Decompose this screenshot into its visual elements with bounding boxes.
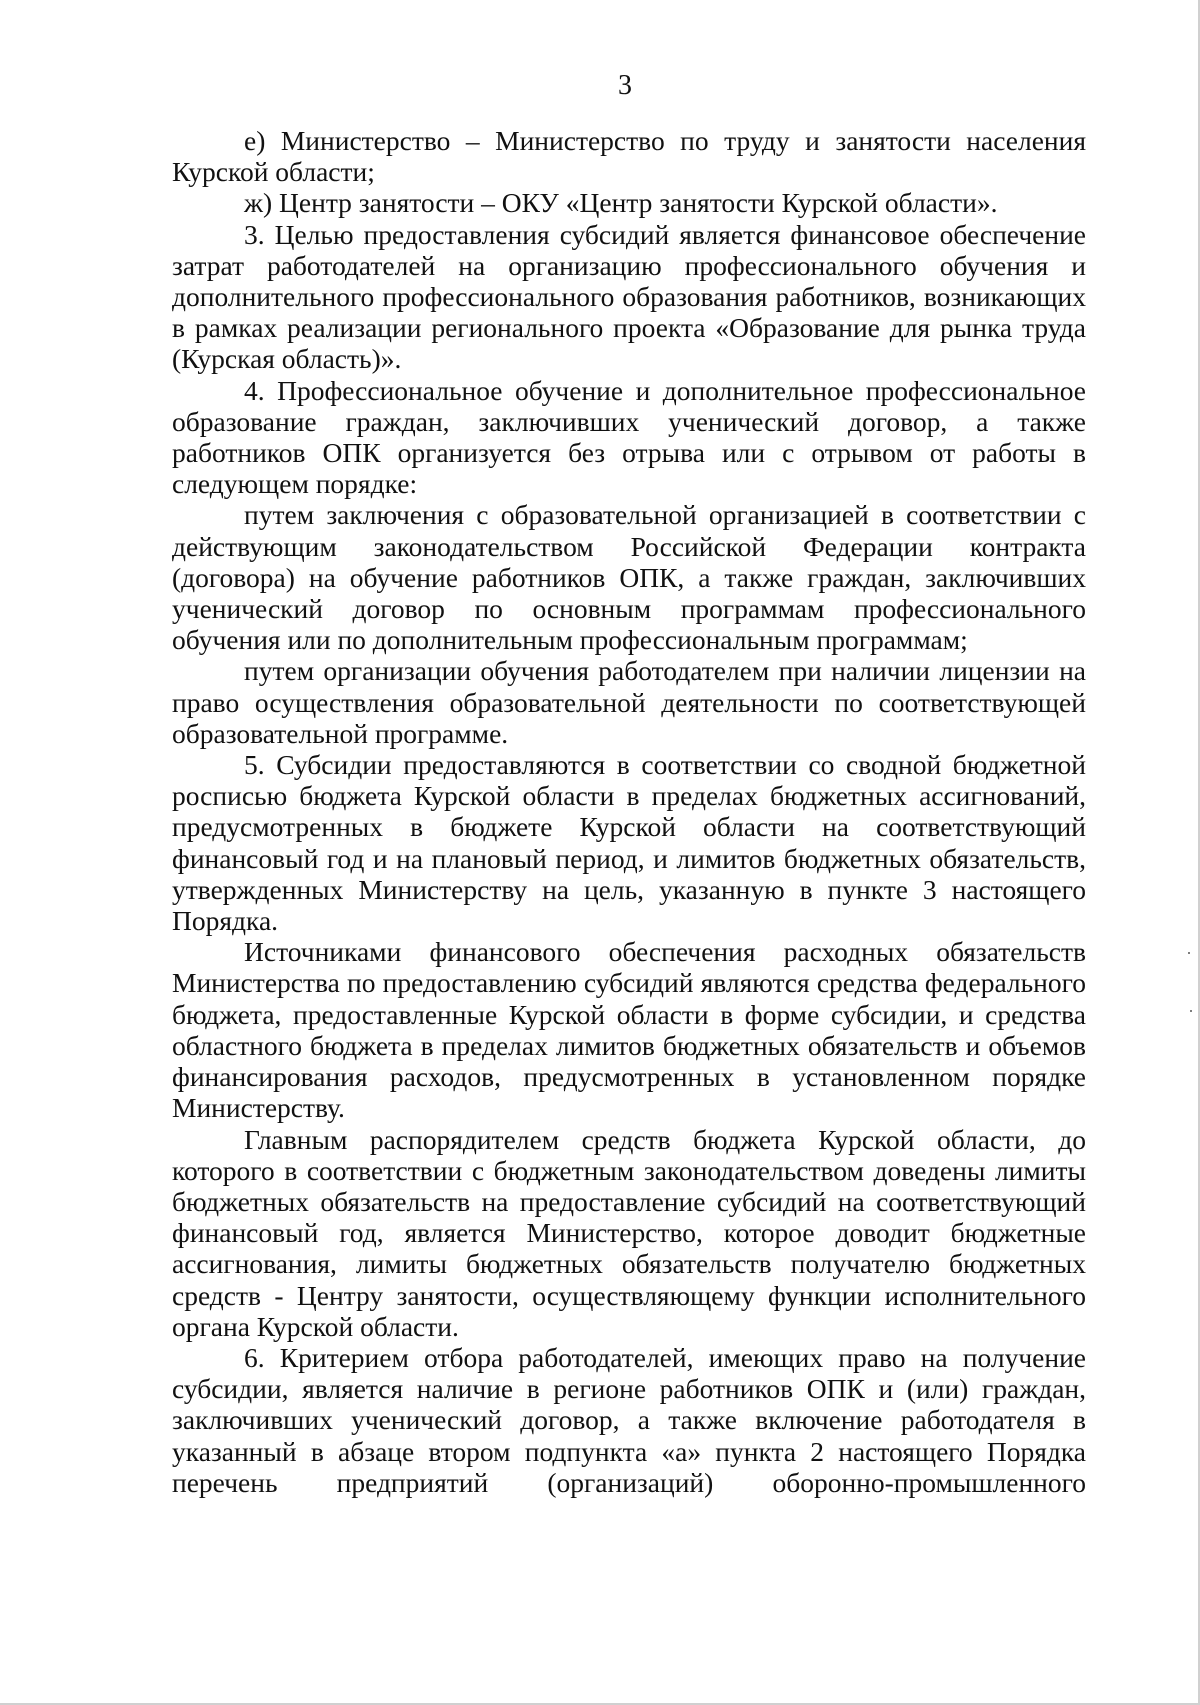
paragraph-definition-employment-center: ж) Центр занятости – ОКУ «Центр занятости Курской области». xyxy=(244,187,998,219)
document-body xyxy=(172,125,1086,1498)
paragraph-item-4-option-employer: путем организации обучения работодателем при наличии лицензии на право осуществления образовательной деятельности по соответствующей образовательной программе. xyxy=(172,655,1086,749)
paragraph-definition-ministry: е) Министерство – Министерство по труду и занятости населения Курской области; xyxy=(172,125,1086,188)
paragraph-item-3: 3. Целью предоставления субсидий является финансовое обеспечение затрат работодателей на организацию профессионального обучения и дополнительного профессионального образования работников, возникающих в рамках реализации регионального проекта «Образование для рынка труда (Курская область)». xyxy=(172,218,1086,375)
paragraph-main-administrator: Главным распорядителем средств бюджета Курской области, до которого в соответствии с бюджетным законодательством доведены лимиты бюджетных обязательств на предоставление субсидий на соответствующий финансовый год, является Министерство, которое доводит бюджетные ассигнования, лимиты бюджетных обязательств получателю бюджетных средств - Центру занятости, осуществляющему функции исполнительного органа Курской области. xyxy=(172,1123,1086,1342)
paragraph-item-5: 5. Субсидии предоставляются в соответствии со сводной бюджетной росписью бюджета Курской области в пределах бюджетных ассигнований, предусмотренных в бюджете Курской области на соответствующий финансовый год и на плановый период, и лимитов бюджетных обязательств, утвержденных Министерству на цель, указанную в пункте 3 настоящего Порядка. xyxy=(172,749,1086,937)
paragraph-item-6: 6. Критерием отбора работодателей, имеющих право на получение субсидии, является наличие в регионе работников ОПК и (или) граждан, заключивших ученический договор, а также включение работодателя в указанный в абзаце втором подпункта «а» пункта 2 настоящего Порядка перечень предприятий (организаций) оборонно-промышленного xyxy=(172,1341,1086,1498)
paragraph-item-4-option-contract: путем заключения с образовательной организацией в соответствии с действующим законодательством Российской Федерации контракта (договора) на обучение работников ОПК, а также граждан, заключивших ученический договор по основным программам профессионального обучения или по дополнительным профессиональным программам; xyxy=(172,499,1086,656)
scan-speck xyxy=(1190,1010,1192,1012)
scan-speck xyxy=(1188,952,1190,954)
paragraph-funding-sources: Источниками финансового обеспечения расходных обязательств Министерства по предоставлению субсидий являются средства федерального бюджета, предоставленные Курской области в форме субсидии, и средства областного бюджета в пределах лимитов бюджетных обязательств и объемов финансирования расходов, предусмотренных в установленном порядке Министерству. xyxy=(172,936,1086,1124)
page-number: 3 xyxy=(618,70,632,101)
paragraph-item-4: 4. Профессиональное обучение и дополнительное профессиональное образование граждан, заключивших ученический договор, а также работников ОПК организуется без отрыва или с отрывом от работы в следующем порядке: xyxy=(172,374,1086,500)
